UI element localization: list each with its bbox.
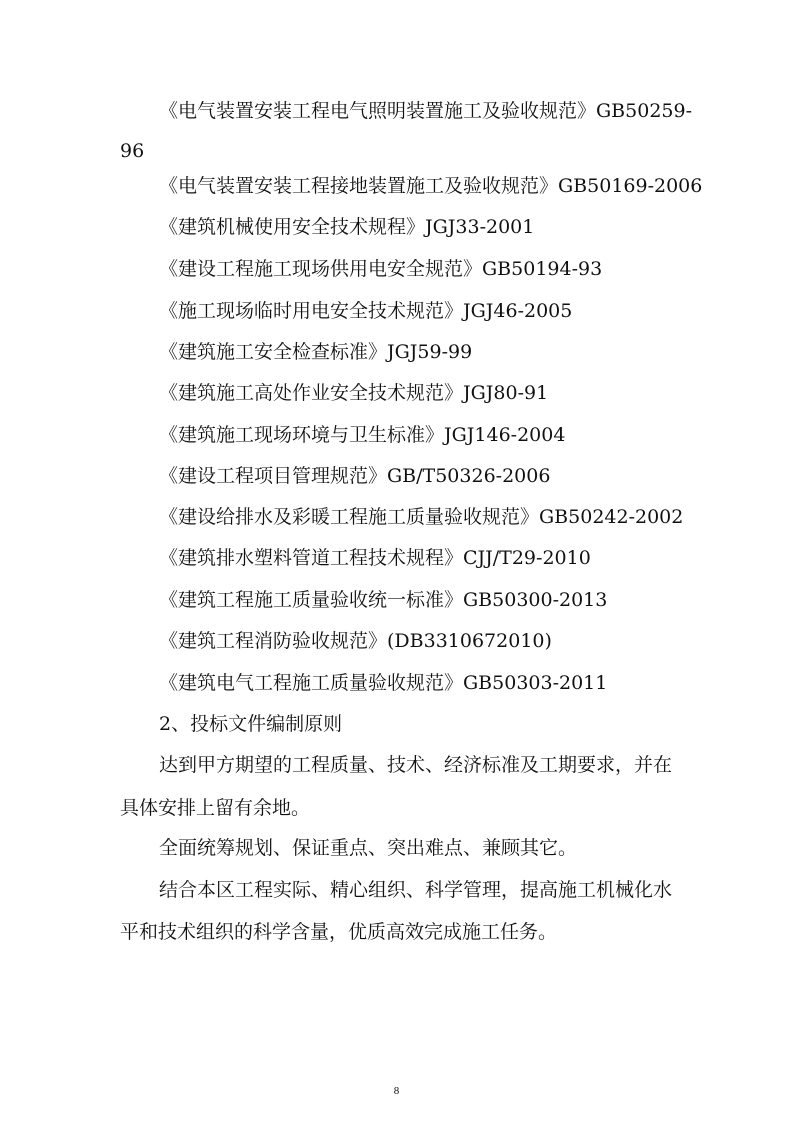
standard-item: 《建设工程项目管理规范》GB/T50326-2006: [159, 465, 551, 487]
page-number: 8: [393, 1085, 400, 1097]
standard-item: 《建筑施工高处作业安全技术规范》JGJ80-91: [159, 382, 549, 404]
paragraph-line: 结合本区工程实际、精心组织、科学管理，提高施工机械化水: [159, 879, 673, 901]
standard-item: 《建筑施工现场环境与卫生标准》JGJ146-2004: [159, 424, 566, 446]
paragraph-line: 具体安排上留有余地。: [120, 797, 311, 819]
standard-item: 《建设给排水及彩暖工程施工质量验收规范》GB50242-2002: [159, 506, 684, 528]
paragraph-line: 平和技术组织的科学含量，优质高效完成施工任务。: [120, 921, 558, 943]
standard-item: 《建筑排水塑料管道工程技术规程》CJJ/T29-2010: [159, 547, 591, 569]
standard-item: 《建筑电气工程施工质量验收规范》GB50303-2011: [159, 672, 608, 694]
standard-item: 《建筑机械使用安全技术规程》JGJ33-2001: [159, 216, 535, 238]
standard-item: 《建设工程施工现场供用电安全规范》GB50194-93: [159, 258, 603, 280]
paragraph-line: 达到甲方期望的工程质量、技术、经济标准及工期要求，并在: [159, 754, 673, 776]
standard-item: 《电气装置安装工程电气照明装置施工及验收规范》GB50259-: [159, 100, 693, 122]
paragraph-line: 全面统筹规划、保证重点、突出难点、兼顾其它。: [159, 837, 578, 859]
standard-item: 《施工现场临时用电安全技术规范》JGJ46-2005: [159, 300, 573, 322]
standard-item: 《建筑工程消防验收规范》(DB3310672010): [159, 630, 552, 652]
standard-item: 《电气装置安装工程接地装置施工及验收规范》GB50169-2006: [159, 175, 703, 197]
section-heading: 2、投标文件编制原则: [159, 713, 343, 735]
standard-item-continuation: 96: [120, 140, 145, 162]
standard-item: 《建筑工程施工质量验收统一标准》GB50300-2013: [159, 589, 608, 611]
standard-item: 《建筑施工安全检查标准》JGJ59-99: [159, 341, 473, 363]
